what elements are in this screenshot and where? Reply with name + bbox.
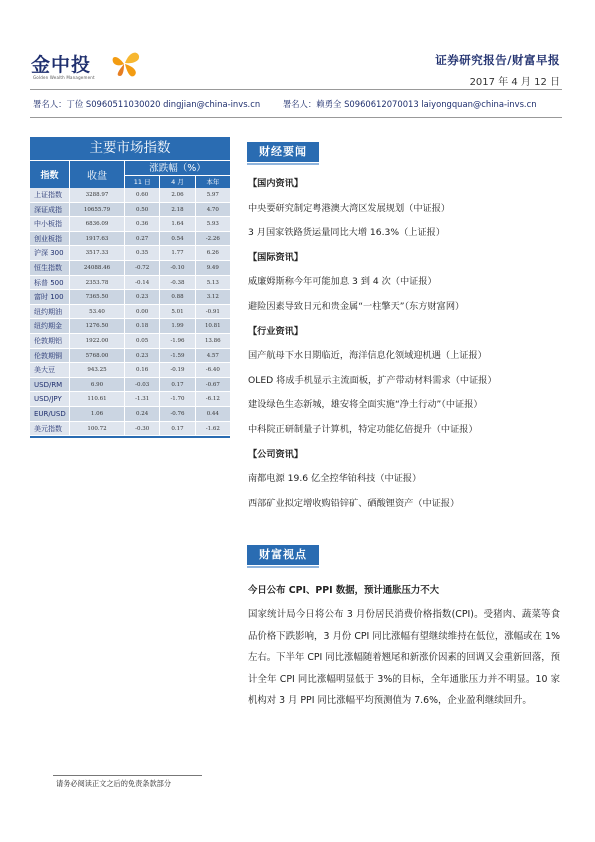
market-row-name: 深证成指 (30, 203, 70, 217)
market-row-name: 纽约期油 (30, 305, 70, 319)
market-row-month-change: 2.18 (160, 203, 195, 217)
market-row-close: 1917.63 (70, 232, 125, 246)
market-row-year-change: -2.26 (205, 235, 220, 242)
market-row-close: 2353.78 (70, 276, 125, 290)
market-row-month-change: 1.64 (160, 217, 195, 231)
market-row-name: 沪深 300 (30, 246, 70, 260)
market-row-close: 943.25 (70, 363, 125, 377)
market-row-month-change: 0.54 (160, 232, 195, 246)
market-row-day-change: -0.30 (125, 422, 160, 436)
market-row (30, 363, 230, 378)
market-row-close: 6.90 (70, 378, 125, 392)
footer-divider (53, 775, 202, 776)
news-item: 3 月国家铁路货运量同比大增 16.3%（上证报） (248, 227, 446, 239)
market-row-close: 6836.09 (70, 217, 125, 231)
market-row-month-change: -0.10 (160, 261, 195, 275)
market-row-close: 24088.46 (70, 261, 125, 275)
analyst-1: 署名人：丁俭 S0960511030020 dingjian@china-invs.cn (33, 99, 261, 109)
market-row-close: 3288.97 (70, 188, 125, 202)
market-row-year-change: -0.91 (205, 308, 220, 315)
market-row-name: 伦敦期铜 (30, 349, 70, 363)
market-row-month-change: 1.77 (160, 246, 195, 260)
section-title-news: 财经要闻 (247, 142, 319, 162)
market-row (30, 305, 230, 320)
news-category: 【行业资讯】 (248, 325, 304, 337)
market-row-day-change: -0.03 (125, 378, 160, 392)
market-row-day-change: 0.05 (125, 334, 160, 348)
market-row-name: 纽约期金 (30, 319, 70, 333)
market-row-year-change: -1.62 (205, 425, 220, 432)
market-row (30, 349, 230, 364)
market-row-day-change: 0.35 (125, 246, 160, 260)
col-header-change-group (125, 161, 230, 188)
header-divider (30, 89, 562, 90)
market-row-month-change: -0.19 (160, 363, 195, 377)
market-row-year-change: 9.49 (206, 264, 219, 271)
col-header-change: 涨跌幅（%） (125, 161, 230, 176)
news-item: 中科院正研制量子计算机，特定功能亿倍提升（中证报） (248, 423, 478, 435)
section-title-view: 财富视点 (247, 545, 319, 565)
market-row-name: 中小板指 (30, 217, 70, 231)
market-table-title: 主要市场指数 (30, 137, 230, 160)
market-row-name: USD/JPY (30, 392, 70, 406)
market-row-close: 10655.79 (70, 203, 125, 217)
market-row-day-change: 0.18 (125, 319, 160, 333)
market-row-name: USD/RM (30, 378, 70, 392)
market-row (30, 276, 230, 291)
news-item: 中央要研究制定粤港澳大湾区发展规划（中证报） (248, 202, 451, 214)
market-row-day-change: -0.72 (125, 261, 160, 275)
market-row (30, 378, 230, 393)
view-headline: 今日公布 CPI、PPI 数据，预计通胀压力不大 (248, 585, 439, 596)
market-row-close: 1922.00 (70, 334, 125, 348)
market-row-day-change: 0.60 (125, 188, 160, 202)
market-row-month-change: 0.88 (160, 290, 195, 304)
market-row-name: 美大豆 (30, 363, 70, 377)
market-table-bottom-rule (30, 436, 230, 438)
news-category: 【公司资讯】 (248, 448, 304, 460)
market-row (30, 232, 230, 247)
news-category: 【国际资讯】 (248, 251, 304, 263)
market-row (30, 261, 230, 276)
market-row-month-change: -1.59 (160, 349, 195, 363)
market-row-year-change: 5.13 (206, 279, 219, 286)
news-item: 国产航母下水日期临近，海洋信息化领域迎机遇（上证报） (248, 350, 487, 362)
market-row-month-change: 1.99 (160, 319, 195, 333)
news-list (248, 177, 560, 521)
market-row-day-change: 0.16 (125, 363, 160, 377)
market-row-year-change: -0.67 (205, 381, 220, 388)
market-row-close: 53.40 (70, 305, 125, 319)
company-logo (31, 48, 141, 88)
market-row-name: 上证指数 (30, 188, 70, 202)
market-row-month-change: -1.70 (160, 392, 195, 406)
market-row-day-change: 0.23 (125, 290, 160, 304)
market-row-year-change: 13.86 (204, 337, 221, 344)
market-row-month-change: 5.01 (160, 305, 195, 319)
market-row-close: 110.61 (70, 392, 125, 406)
butterfly-logo-icon (109, 48, 141, 80)
market-row-close: 100.72 (70, 422, 125, 436)
market-row (30, 407, 230, 422)
market-row-name: 美元指数 (30, 422, 70, 436)
market-row-year-change: 10.81 (204, 323, 221, 330)
market-row-name: EUR/USD (30, 407, 70, 421)
market-row (30, 319, 230, 334)
market-table-header (30, 160, 230, 188)
market-row (30, 334, 230, 349)
analyst-line (33, 98, 557, 110)
report-type: 证券研究报告/财富早报 (435, 53, 560, 67)
market-row-day-change: -1.31 (125, 392, 160, 406)
market-row (30, 188, 230, 203)
market-row-year-change: 5.97 (206, 192, 219, 198)
logo-subtitle: Golden Wealth Management (33, 75, 95, 80)
view-body: 国家统计局今日将公布 3 月份居民消费价格指数(CPI)。受猪肉、蔬菜等食品价格下跌影响，3 月份 CPI 同比涨幅有望继续维持在低位，涨幅或在 1%左右。下半年 CPI 同比涨幅随着翘尾和新涨价因素的回调又会重新回落，预计全年 CPI 同比涨幅明显低于 3%的目标，全年通胀压力并不明显。10 家机构对 3 月 PPI 同比涨幅平均预测值为 7.6%，企业盈利继续回升。 (248, 609, 560, 706)
market-row-month-change: -0.76 (160, 407, 195, 421)
news-item: 南都电源 19.6 亿全控华铂科技（中证报） (248, 473, 422, 485)
market-row-day-change: 0.50 (125, 203, 160, 217)
logo-text: 金中投 (31, 54, 92, 76)
col-header-month: 4 月 (160, 176, 195, 189)
market-row-year-change: 0.44 (206, 410, 219, 417)
market-row-month-change: 0.17 (160, 378, 195, 392)
market-row-year-change: 4.57 (206, 352, 219, 359)
news-item: 威廉姆斯称今年可能加息 3 到 4 次（中证报） (248, 276, 437, 288)
market-row-close: 7365.50 (70, 290, 125, 304)
market-row (30, 203, 230, 218)
market-row-year-change: -6.40 (205, 367, 220, 374)
news-item: 避险因素导致日元和贵金属“一柱擎天”（东方财富网） (248, 300, 465, 312)
market-row-day-change: 0.24 (125, 407, 160, 421)
news-category: 【国内资讯】 (248, 178, 304, 189)
market-row-month-change: -1.96 (160, 334, 195, 348)
col-header-index: 指数 (30, 161, 70, 188)
market-row-day-change: 0.36 (125, 217, 160, 231)
market-row-name: 标普 500 (30, 276, 70, 290)
market-row-year-change: 5.93 (206, 221, 219, 228)
col-header-year: 本年 (196, 176, 230, 189)
market-row-year-change: 3.12 (206, 294, 219, 301)
market-row (30, 290, 230, 305)
market-row-day-change: 0.23 (125, 349, 160, 363)
market-row-year-change: 6.26 (206, 250, 219, 257)
market-row (30, 392, 230, 407)
market-row (30, 217, 230, 232)
market-row-day-change: -0.14 (125, 276, 160, 290)
disclaimer-note: 请务必阅读正文之后的免责条款部分 (56, 779, 172, 788)
market-row (30, 246, 230, 261)
market-row-month-change: -0.38 (160, 276, 195, 290)
news-item: 建设绿色生态新城，雄安将全面实施“净土行动”（中证报） (248, 399, 483, 411)
market-row-close: 3517.33 (70, 246, 125, 260)
market-row-close: 1.06 (70, 407, 125, 421)
analyst-2: 署名人：赖勇全 S0960612070013 laiyongquan@china-invs.cn (282, 99, 537, 109)
news-item: OLED 将成手机显示主流面板，扩产带动材料需求（中证报） (248, 374, 497, 386)
market-row-day-change: 0.27 (125, 232, 160, 246)
market-row-year-change: -6.12 (205, 396, 220, 403)
market-table-body (30, 188, 230, 436)
market-row (30, 422, 230, 437)
market-row-close: 5768.00 (70, 349, 125, 363)
market-row-close: 1276.50 (70, 319, 125, 333)
news-item: 西部矿业拟定增收购铅锌矿、硒酸锂资产（中证报） (248, 497, 460, 509)
market-row-name: 创业板指 (30, 232, 70, 246)
analyst-divider (30, 117, 562, 118)
market-row-name: 恒生指数 (30, 261, 70, 275)
market-row-month-change: 0.17 (160, 422, 195, 436)
report-date: 2017 年 4 月 12 日 (469, 77, 560, 88)
market-row-day-change: 0.00 (125, 305, 160, 319)
market-row-name: 富时 100 (30, 290, 70, 304)
market-row-name: 伦敦期铝 (30, 334, 70, 348)
market-row-year-change: 4.70 (206, 206, 219, 213)
col-header-close: 收盘 (70, 161, 125, 188)
market-row-month-change: 2.06 (160, 188, 195, 202)
col-header-day: 11 日 (125, 176, 160, 189)
market-index-table (30, 137, 230, 438)
